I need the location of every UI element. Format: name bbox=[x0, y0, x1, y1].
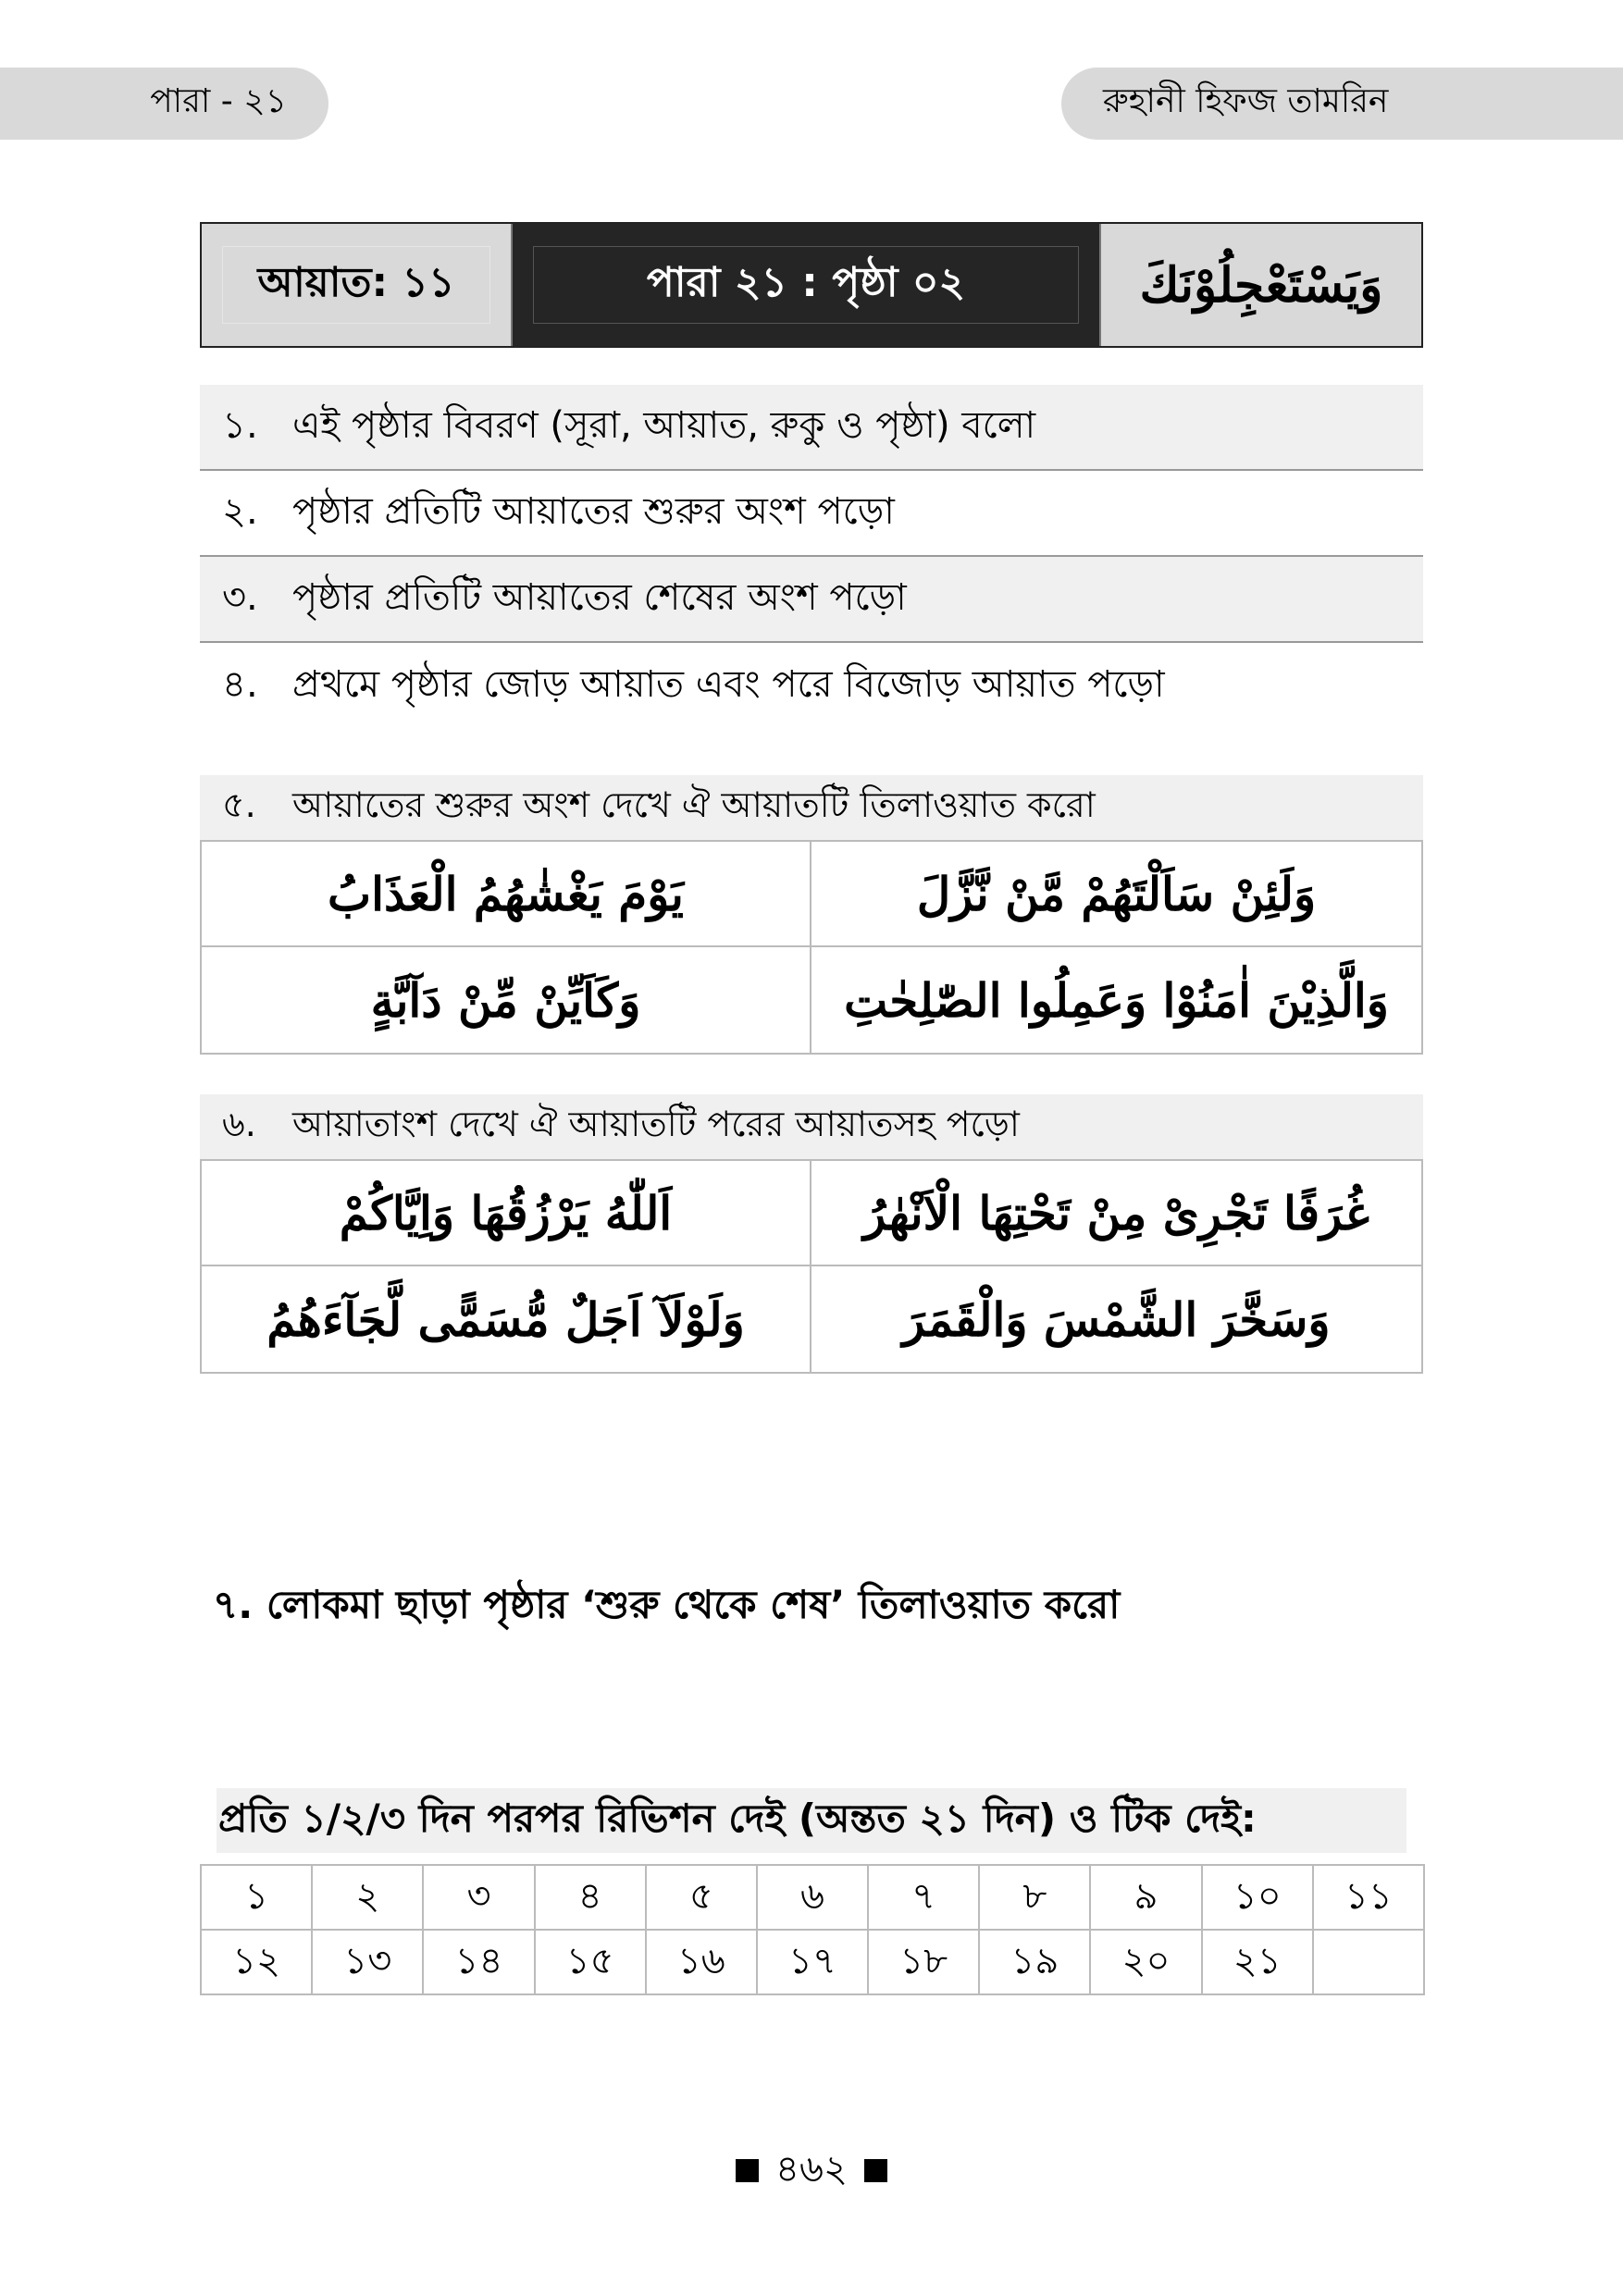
revision-day-cell[interactable]: ৫ bbox=[647, 1866, 758, 1931]
revision-day-cell[interactable]: ১৪ bbox=[424, 1931, 535, 1995]
square-bullet-icon bbox=[736, 2159, 759, 2182]
section-number: ৬. bbox=[222, 1104, 256, 1144]
revision-day-cell[interactable]: ১৩ bbox=[313, 1931, 424, 1995]
revision-day-cell[interactable]: ৮ bbox=[980, 1866, 1091, 1931]
section-6 bbox=[200, 1094, 1423, 1374]
page-title-bar bbox=[200, 222, 1423, 348]
instruction-number: ২. bbox=[222, 490, 258, 533]
ayat-count-cell bbox=[202, 224, 513, 346]
instruction-text: পৃষ্ঠার প্রতিটি আয়াতের শুরুর অংশ পড়ো bbox=[292, 490, 895, 533]
revision-day-cell[interactable]: ১ bbox=[202, 1866, 313, 1931]
ayat-fragment-table bbox=[200, 1159, 1423, 1374]
revision-day-cell[interactable] bbox=[1314, 1931, 1425, 1995]
instruction-text: প্রথমে পৃষ্ঠার জোড় আয়াত এবং পরে বিজোড় আয়াত পড়ো bbox=[292, 663, 1165, 706]
ayat-start-table bbox=[200, 840, 1423, 1055]
ayat-cell: وَلَئِنْ سَاَلْتَهُمْ مَّنْ نَّزَّلَ bbox=[812, 842, 1421, 947]
page-footer bbox=[0, 2140, 1623, 2202]
instruction-text: পৃষ্ঠার প্রতিটি আয়াতের শেষের অংশ পড়ো bbox=[292, 576, 907, 619]
revision-day-cell[interactable]: ৩ bbox=[424, 1866, 535, 1931]
instruction-item bbox=[200, 385, 1423, 471]
instruction-number: ১. bbox=[222, 404, 258, 447]
arabic-start-word-cell bbox=[1101, 224, 1421, 346]
ayat-cell: وَكَاَيِّنْ مِّنْ دَآبَّةٍ bbox=[202, 947, 812, 1053]
revision-day-cell[interactable]: ১৮ bbox=[869, 1931, 980, 1995]
revision-title-text: প্রতি ১/২/৩ দিন পরপর রিভিশন দেই (অন্তত ২১ দিন) ও টিক দেই: bbox=[218, 1795, 1257, 1841]
revision-day-cell[interactable]: ৭ bbox=[869, 1866, 980, 1931]
section-title: আয়াতাংশ দেখে ঐ আয়াতটি পরের আয়াতসহ পড়ো bbox=[292, 1104, 1020, 1144]
section-title: আয়াতের শুরুর অংশ দেখে ঐ আয়াতটি তিলাওয়াত করো bbox=[292, 784, 1096, 825]
page-info: পারা ২১ : পৃষ্ঠা ০২ bbox=[646, 258, 966, 306]
revision-day-cell[interactable]: ১৯ bbox=[980, 1931, 1091, 1995]
revision-day-cell[interactable]: ১৭ bbox=[758, 1931, 869, 1995]
revision-day-cell[interactable]: ২০ bbox=[1091, 1931, 1202, 1995]
page-info-cell bbox=[513, 224, 1101, 346]
ayat-cell: وَسَخَّرَ الشَّمْسَ وَالْقَمَرَ bbox=[902, 1291, 1331, 1347]
revision-title bbox=[217, 1788, 1406, 1853]
revision-day-cell[interactable]: ৬ bbox=[758, 1866, 869, 1931]
ayat-cell: وَالَّذِيْنَ اٰمَنُوْا وَعَمِلُوا الصّٰلِحٰتِ bbox=[844, 972, 1389, 1028]
revision-tick-table bbox=[200, 1864, 1425, 1995]
revision-day-cell[interactable]: ৯ bbox=[1091, 1866, 1202, 1931]
section-5-header bbox=[200, 775, 1423, 840]
ayat-cell: اَللّٰهُ يَرْزُقُهَا وَاِيَّاكُمْ bbox=[202, 1161, 812, 1266]
instruction-number: ৩. bbox=[222, 576, 258, 619]
revision-day-cell[interactable]: ২১ bbox=[1203, 1931, 1314, 1995]
section-number: ৫. bbox=[222, 784, 256, 825]
revision-day-cell[interactable]: ২ bbox=[313, 1866, 424, 1931]
revision-day-cell[interactable]: ১২ bbox=[202, 1931, 313, 1995]
ayat-count: আয়াত: ১১ bbox=[257, 258, 455, 306]
instruction-item bbox=[200, 471, 1423, 557]
para-label: পারা - ২১ bbox=[150, 82, 287, 120]
para-header-pill bbox=[0, 68, 328, 140]
instruction-list bbox=[200, 385, 1423, 729]
arabic-start-word: وَيَسْتَعْجِلُوْنَكَ bbox=[1139, 256, 1383, 314]
book-title-pill bbox=[1061, 68, 1623, 140]
revision-day-cell[interactable]: ১৬ bbox=[647, 1931, 758, 1995]
section-5 bbox=[200, 775, 1423, 1055]
instruction-text: এই পৃষ্ঠার বিবরণ (সূরা, আয়াত, রুকু ও পৃষ্ঠা) বলো bbox=[292, 404, 1036, 447]
book-title: রুহানী হিফজ তামরিন bbox=[1103, 82, 1389, 120]
section-6-header bbox=[200, 1094, 1423, 1159]
ayat-cell: غُرَفًا تَجْرِىْ مِنْ تَحْتِهَا الْاَنْهٰرُ bbox=[812, 1161, 1421, 1266]
revision-day-cell[interactable]: ১৫ bbox=[536, 1931, 647, 1995]
instruction-number: ৪. bbox=[222, 663, 258, 706]
instruction-item bbox=[200, 643, 1423, 729]
ayat-cell: يَوْمَ يَغْشٰهُمُ الْعَذَابُ bbox=[202, 842, 812, 947]
ayat-cell: وَلَوْلَآ اَجَلٌ مُّسَمًّى لَّجَآءَهُمُ bbox=[202, 1266, 812, 1372]
square-bullet-icon bbox=[864, 2159, 887, 2182]
instruction-item bbox=[200, 557, 1423, 643]
revision-day-cell[interactable]: ৪ bbox=[536, 1866, 647, 1931]
page-number: ৪৬২ bbox=[775, 2148, 848, 2191]
revision-day-cell[interactable]: ১১ bbox=[1314, 1866, 1425, 1931]
section-7-instruction: ৭. লোকমা ছাড়া পৃষ্ঠার ‘শুরু থেকে শেষ’ তিলাওয়াত করো bbox=[213, 1582, 1121, 1627]
revision-day-cell[interactable]: ১০ bbox=[1203, 1866, 1314, 1931]
